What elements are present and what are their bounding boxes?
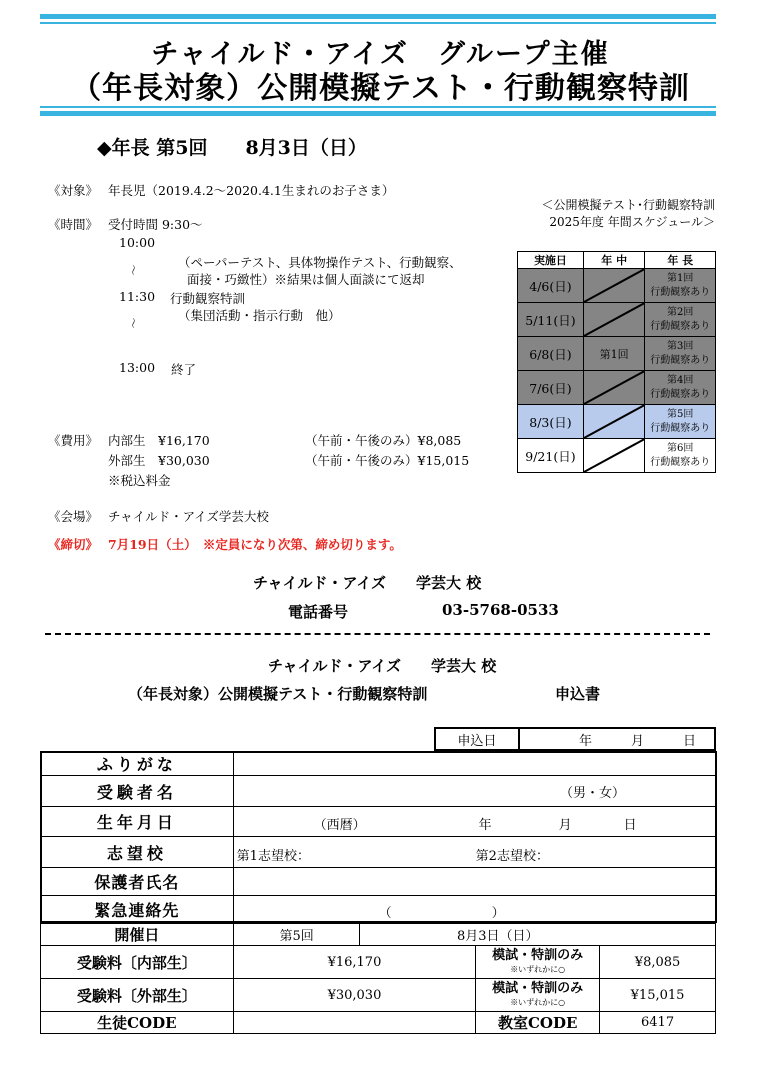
birth-year: 年 (478, 818, 492, 833)
fee-tax-note: ※税込料金 (108, 473, 171, 488)
header-top-bar-thin (40, 22, 716, 24)
schedule-table (517, 251, 716, 473)
birth-month: 月 (558, 818, 572, 833)
held-date: 8月3日（日） (360, 924, 716, 946)
room-code-label: 教室CODE (476, 1012, 600, 1034)
schedule-nencho: 第5回 行動観察あり (645, 405, 716, 439)
apply-date-table (434, 727, 716, 751)
content-1-line-1: （ペーパーテスト、具体物操作テスト、行動観察、 (178, 255, 462, 270)
fee-table (40, 923, 716, 1034)
schedule-row (518, 303, 716, 337)
schedule-nencho: 第1回 行動観察あり (645, 269, 716, 303)
schedule-nenchu-empty (583, 439, 645, 473)
wave-2: ～ (126, 317, 140, 329)
choice-1-label: 第1志望校： (236, 849, 310, 864)
form-outer-border (40, 751, 717, 923)
half-internal-label: 模試・特訓のみ ※いずれかに○ (476, 946, 600, 979)
reception-time: 受付時間 9:30～ (108, 217, 203, 232)
emergency-paren-open: （ (378, 906, 392, 921)
cut-line (45, 633, 710, 635)
student-code-label: 生徒CODE (41, 1012, 234, 1034)
content-2-title: 行動観察特訓 (170, 291, 246, 306)
schedule-date: 4/6(日) (518, 269, 584, 303)
contact-phone: 03-5768-0533 (442, 601, 559, 619)
birth-era: （西暦） (313, 818, 366, 833)
contact-phone-label: 電話番号 (288, 603, 349, 621)
half-internal-value[interactable]: ¥8,085 (600, 946, 716, 979)
header-bottom-bar-thick (40, 111, 716, 116)
student-code-field[interactable] (233, 1012, 476, 1034)
apply-date-field[interactable]: 年 月 日 (519, 728, 715, 750)
title-line-1: チャイルド・アイズ グループ主催 (151, 39, 610, 70)
held-label: 開催日 (41, 924, 234, 946)
schedule-row (518, 439, 716, 473)
target-label: 《対象》 (48, 183, 99, 198)
fee-external: 外部生 ¥30,030 (108, 453, 210, 468)
fee-internal-value[interactable]: ¥16,170 (233, 946, 476, 979)
schedule-header-nencho: 年 長 (645, 252, 716, 269)
schedule-nenchu-empty (583, 303, 645, 337)
schedule-nencho: 第6回 行動観察あり (645, 439, 716, 473)
half-external-value[interactable]: ¥15,015 (600, 979, 716, 1012)
content-1-line-2: 面接・巧緻性）※結果は個人面談にて返却 (187, 272, 425, 287)
fee-internal-label: 受験料〔内部生〕 (41, 946, 234, 979)
schedule-nencho: 第3回 行動観察あり (645, 337, 716, 371)
birth-day: 日 (623, 818, 637, 833)
half-external-label: 模試・特訓のみ ※いずれかに○ (476, 979, 600, 1012)
form-title-suffix: 申込書 (555, 685, 601, 703)
title-line-2: （年長対象）公開模擬テスト・行動観察特訓 (71, 71, 690, 106)
wave-1: ～ (126, 264, 140, 276)
emergency-label: 緊急連絡先 (41, 896, 234, 924)
venue-label: 《会場》 (48, 509, 99, 524)
schedule-nenchu-empty (583, 405, 645, 439)
schedule-row (518, 269, 716, 303)
venue-value: チャイルド・アイズ学芸大校 (108, 509, 269, 524)
schedule-nenchu-empty (583, 371, 645, 405)
furigana-label: ふりがな (41, 752, 234, 776)
schedule-header-nenchu: 年 中 (583, 252, 645, 269)
schedule-caption-1: ＜公開模擬テスト･行動観察特訓 (541, 198, 715, 212)
schedule-date: 6/8(日) (518, 337, 584, 371)
schedule-row-current (518, 405, 716, 439)
schedule-date: 5/11(日) (518, 303, 584, 337)
schedule-date: 8/3(日) (518, 405, 584, 439)
schedule-header-date: 実施日 (518, 252, 584, 269)
time-1000: 10:00 (119, 235, 156, 250)
content-2-detail: （集団活動・指示行動 他） (178, 308, 341, 323)
contact-school: チャイルド・アイズ 学芸大 校 (253, 574, 482, 592)
room-code-value: 6417 (600, 1012, 716, 1034)
schedule-nencho: 第4回 行動観察あり (645, 371, 716, 405)
emergency-paren-close: ） (491, 906, 505, 921)
gender-choice[interactable]: （男・女） (559, 785, 625, 801)
schedule-nenchu-empty (583, 269, 645, 303)
event-heading: ◆年長 第5回 8月3日（日） (97, 137, 367, 159)
schedule-nencho: 第2回 行動観察あり (645, 303, 716, 337)
choice-2-label: 第2志望校： (475, 849, 549, 864)
time-1130: 11:30 (119, 289, 156, 304)
schedule-date: 9/21(日) (518, 439, 584, 473)
fee-label: 《費用》 (48, 433, 99, 448)
deadline-label: 《締切》 (48, 537, 99, 552)
held-round: 第5回 (233, 924, 360, 946)
fee-external-label: 受験料〔外部生〕 (41, 979, 234, 1012)
fee-half-internal: （午前・午後のみ）¥8,085 (305, 433, 462, 448)
end-label: 終了 (171, 362, 197, 377)
schedule-row (518, 371, 716, 405)
name-label: 受験者名 (41, 776, 234, 807)
fee-external-value[interactable]: ¥30,030 (233, 979, 476, 1012)
fee-half-external: （午前・午後のみ）¥15,015 (305, 453, 470, 468)
schedule-date: 7/6(日) (518, 371, 584, 405)
schedule-row (518, 337, 716, 371)
time-label: 《時間》 (48, 217, 99, 232)
form-school: チャイルド・アイズ 学芸大 校 (268, 657, 497, 675)
fee-internal: 内部生 ¥16,170 (108, 433, 210, 448)
guardian-label: 保護者氏名 (41, 868, 234, 896)
school-choice-label: 志望校 (41, 837, 234, 868)
time-1300: 13:00 (119, 360, 156, 375)
form-title: （年長対象）公開模擬テスト・行動観察特訓 (128, 685, 428, 703)
header-top-bar-thick (40, 14, 716, 19)
birth-label: 生年月日 (41, 807, 234, 837)
apply-date-label: 申込日 (435, 728, 519, 750)
schedule-nenchu: 第1回 (583, 337, 645, 371)
deadline-value: 7月19日（土） ※定員になり次第、締め切ります。 (108, 537, 402, 552)
header-bottom-bar-thin (40, 106, 716, 108)
target-value: 年長児（2019.4.2～2020.4.1生まれのお子さま） (108, 183, 395, 198)
schedule-caption-2: 2025年度 年間スケジュール＞ (549, 215, 715, 229)
